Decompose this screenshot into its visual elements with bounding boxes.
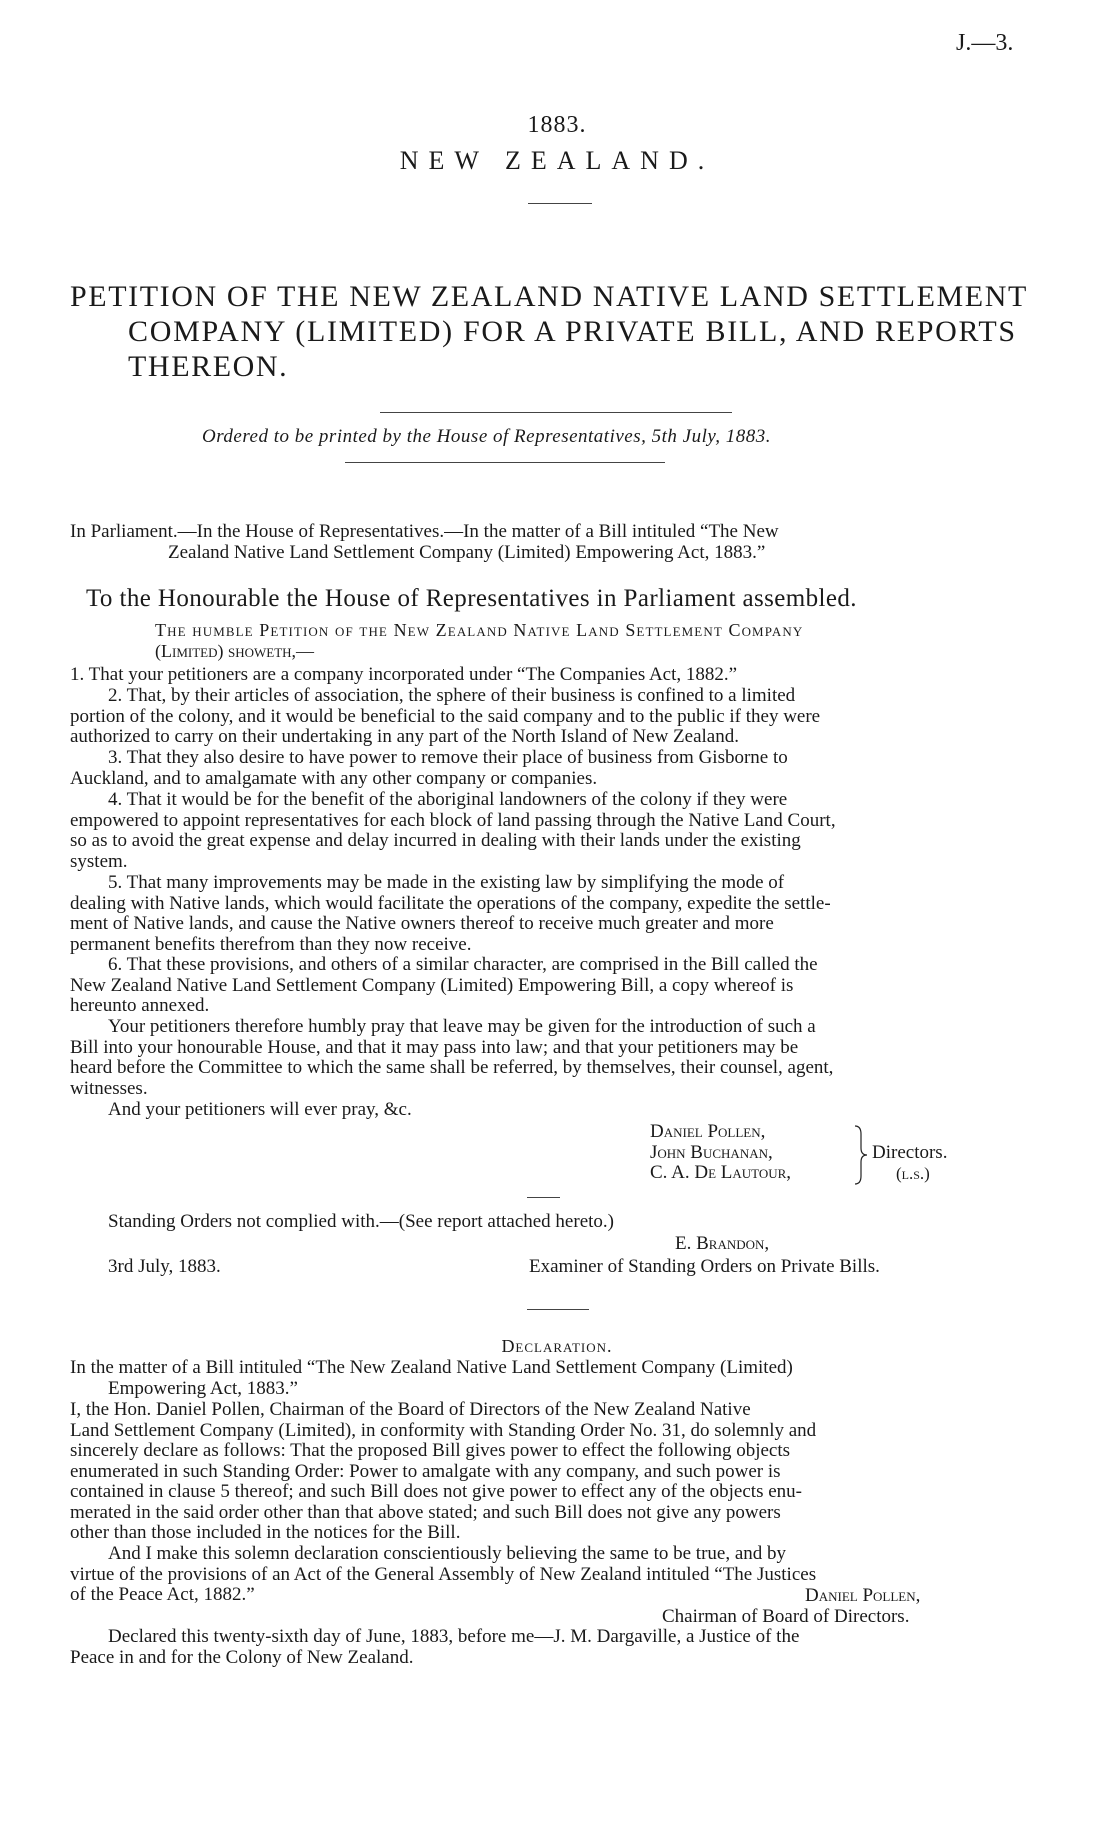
paragraph-2-line-1: 2. That, by their articles of association, the sphere of their business is confined to a limited: [108, 685, 796, 706]
petition-heading: [155, 620, 1035, 661]
declaration-body: [70, 1400, 1044, 1544]
declaration-body-line-4: enumerated in such Standing Order: Power to amalgate with any company, and such power is: [70, 1460, 781, 1482]
document-title-line-3: THEREON.: [128, 350, 289, 383]
seal-mark: (l.s.): [896, 1164, 930, 1183]
examiner-title: Examiner of Standing Orders on Private Bills.: [529, 1256, 880, 1277]
paragraph-4-line-4: system.: [70, 850, 128, 872]
declaration-solemn-line-2: virtue of the provisions of an Act of the General Assembly of New Zealand intituled “The Justices: [70, 1563, 817, 1585]
paragraph-5: [70, 873, 1044, 955]
paragraph-6-line-3: hereunto annexed.: [70, 995, 210, 1016]
paragraph-4-line-1: 4. That it would be for the benefit of the aboriginal landowners of the colony if they were: [108, 789, 788, 810]
parliament-heading-line-2: Zealand Native Land Settlement Company (Limited) Empowering Act, 1883.”: [168, 541, 766, 563]
paragraph-prayer-line-1: Your petitioners therefore humbly pray that leave may be given for the introduction of such a: [108, 1016, 816, 1037]
paragraph-prayer-line-4: witnesses.: [70, 1077, 148, 1099]
signatories-brace: [852, 1124, 872, 1186]
declaration-solemn-line-3: of the Peace Act, 1882.”: [70, 1584, 255, 1605]
standing-orders-note: Standing Orders not complied with.—(See report attached hereto.): [108, 1211, 614, 1232]
declaration-body-line-5: contained in clause 5 thereof; and such Bill does not give power to effect any of the objects enu-: [70, 1481, 802, 1502]
divider-5: [527, 1309, 589, 1310]
declaration-signer-title: Chairman of Board of Directors.: [662, 1606, 910, 1627]
page-reference: J.—3.: [956, 30, 1014, 56]
paragraph-prayer: [70, 1017, 1044, 1099]
country-heading: NEW ZEALAND.: [399, 146, 715, 175]
parliament-heading: [70, 522, 1044, 563]
petition-heading-line-2: (Limited) showeth,—: [155, 640, 315, 661]
paragraph-2-line-2: portion of the colony, and it would be beneficial to the said company and to the public if they were: [70, 705, 821, 727]
declaration-heading: Declaration.: [501, 1336, 613, 1356]
declaration-solemn-line-1: And I make this solemn declaration conscientiously believing the same to be true, and by: [108, 1543, 787, 1564]
declaration-body-line-3: sincerely declare as follows: That the proposed Bill gives power to effect the following objects: [70, 1440, 791, 1461]
signatory-3: C. A. De Lautour,: [650, 1162, 792, 1183]
declaration-matter: [70, 1358, 1044, 1399]
address-heading: To the Honourable the House of Representatives in Parliament assembled.: [86, 585, 857, 612]
standing-orders-date: 3rd July, 1883.: [108, 1256, 221, 1277]
declaration-body-line-2: Land Settlement Company (Limited), in conformity with Standing Order No. 31, do solemnly and: [70, 1419, 817, 1441]
divider-3: [345, 462, 665, 463]
petition-heading-line-1: The humble Petition of the New Zealand Native Land Settlement Company: [155, 620, 804, 640]
paragraph-1-line-1: 1. That your petitioners are a company incorporated under “The Companies Act, 1882.”: [70, 664, 738, 685]
paragraph-5-line-3: ment of Native lands, and cause the Native owners thereof to receive much greater and more: [70, 913, 774, 934]
paragraph-prayer-line-2: Bill into your honourable House, and that it may pass into law; and that your petitioners may be: [70, 1036, 799, 1058]
paragraph-closing: [108, 1100, 708, 1121]
signatories-role: Directors.: [872, 1142, 948, 1163]
parliament-heading-line-1: In Parliament.—In the House of Representatives.—In the matter of a Bill intituled “The New: [70, 521, 779, 542]
ordered-printed-note: Ordered to be printed by the House of Representatives, 5th July, 1883.: [202, 426, 771, 447]
declaration-declared-line-1: Declared this twenty-sixth day of June, 1883, before me—J. M. Dargaville, a Justice of the: [108, 1626, 800, 1647]
document-title-line-1: PETITION OF THE NEW ZEALAND NATIVE LAND SETTLEMENT: [70, 280, 1028, 313]
paragraph-3: [70, 748, 1044, 789]
paragraph-4-line-2: empowered to appoint representatives for each block of land passing through the Native Land Court,: [70, 809, 836, 831]
paragraph-2: [70, 686, 1044, 748]
divider-1: [528, 203, 592, 204]
paragraph-1: [70, 665, 1044, 686]
declaration-matter-line-2: Empowering Act, 1883.”: [108, 1377, 298, 1399]
signatory-1: Daniel Pollen,: [650, 1121, 766, 1142]
declaration-declared-line-2: Peace in and for the Colony of New Zealand.: [70, 1646, 414, 1668]
declaration-declared: [70, 1627, 1044, 1668]
declaration-matter-line-1: In the matter of a Bill intituled “The New Zealand Native Land Settlement Company (Limited): [70, 1357, 793, 1378]
paragraph-5-line-1: 5. That many improvements may be made in the existing law by simplifying the mode of: [108, 872, 785, 893]
paragraph-3-line-2: Auckland, and to amalgamate with any other company or companies.: [70, 767, 598, 789]
paragraph-6-line-1: 6. That these provisions, and others of a similar character, are comprised in the Bill called the: [108, 954, 818, 975]
paragraph-5-line-4: permanent benefits therefrom than they now receive.: [70, 933, 472, 955]
declaration-body-line-1: I, the Hon. Daniel Pollen, Chairman of the Board of Directors of the New Zealand Native: [70, 1399, 751, 1420]
divider-4: [527, 1197, 560, 1198]
paragraph-prayer-line-3: heard before the Committee to which the same shall be referred, by themselves, their counsel, agent,: [70, 1057, 834, 1078]
paragraph-closing-line-1: And your petitioners will ever pray, &c.: [108, 1099, 412, 1120]
paragraph-6-line-2: New Zealand Native Land Settlement Company (Limited) Empowering Bill, a copy whereof is: [70, 974, 794, 996]
examiner-name: E. Brandon,: [675, 1233, 770, 1254]
year: 1883.: [527, 112, 587, 138]
paragraph-3-line-1: 3. That they also desire to have power to remove their place of business from Gisborne to: [108, 747, 788, 768]
paragraph-2-line-3: authorized to carry on their undertaking in any part of the North Island of New Zealand.: [70, 726, 739, 747]
declaration-body-line-7: other than those included in the notices for the Bill.: [70, 1522, 461, 1543]
document-title-line-2: COMPANY (LIMITED) FOR A PRIVATE BILL, AND REPORTS: [128, 315, 1017, 348]
declaration-signer: Daniel Pollen,: [805, 1585, 921, 1606]
divider-2: [380, 412, 732, 413]
paragraph-6: [70, 955, 1044, 1017]
signatory-names: [650, 1122, 850, 1184]
signatory-2: John Buchanan,: [650, 1141, 773, 1163]
paragraph-4-line-3: so as to avoid the great expense and delay incurred in dealing with their lands under the existing: [70, 830, 801, 851]
paragraph-4: [70, 790, 1044, 872]
declaration-body-line-6: merated in the said order other than that above stated; and such Bill does not give any powers: [70, 1501, 781, 1523]
paragraph-5-line-2: dealing with Native lands, which would facilitate the operations of the company, expedite the settle-: [70, 892, 831, 914]
